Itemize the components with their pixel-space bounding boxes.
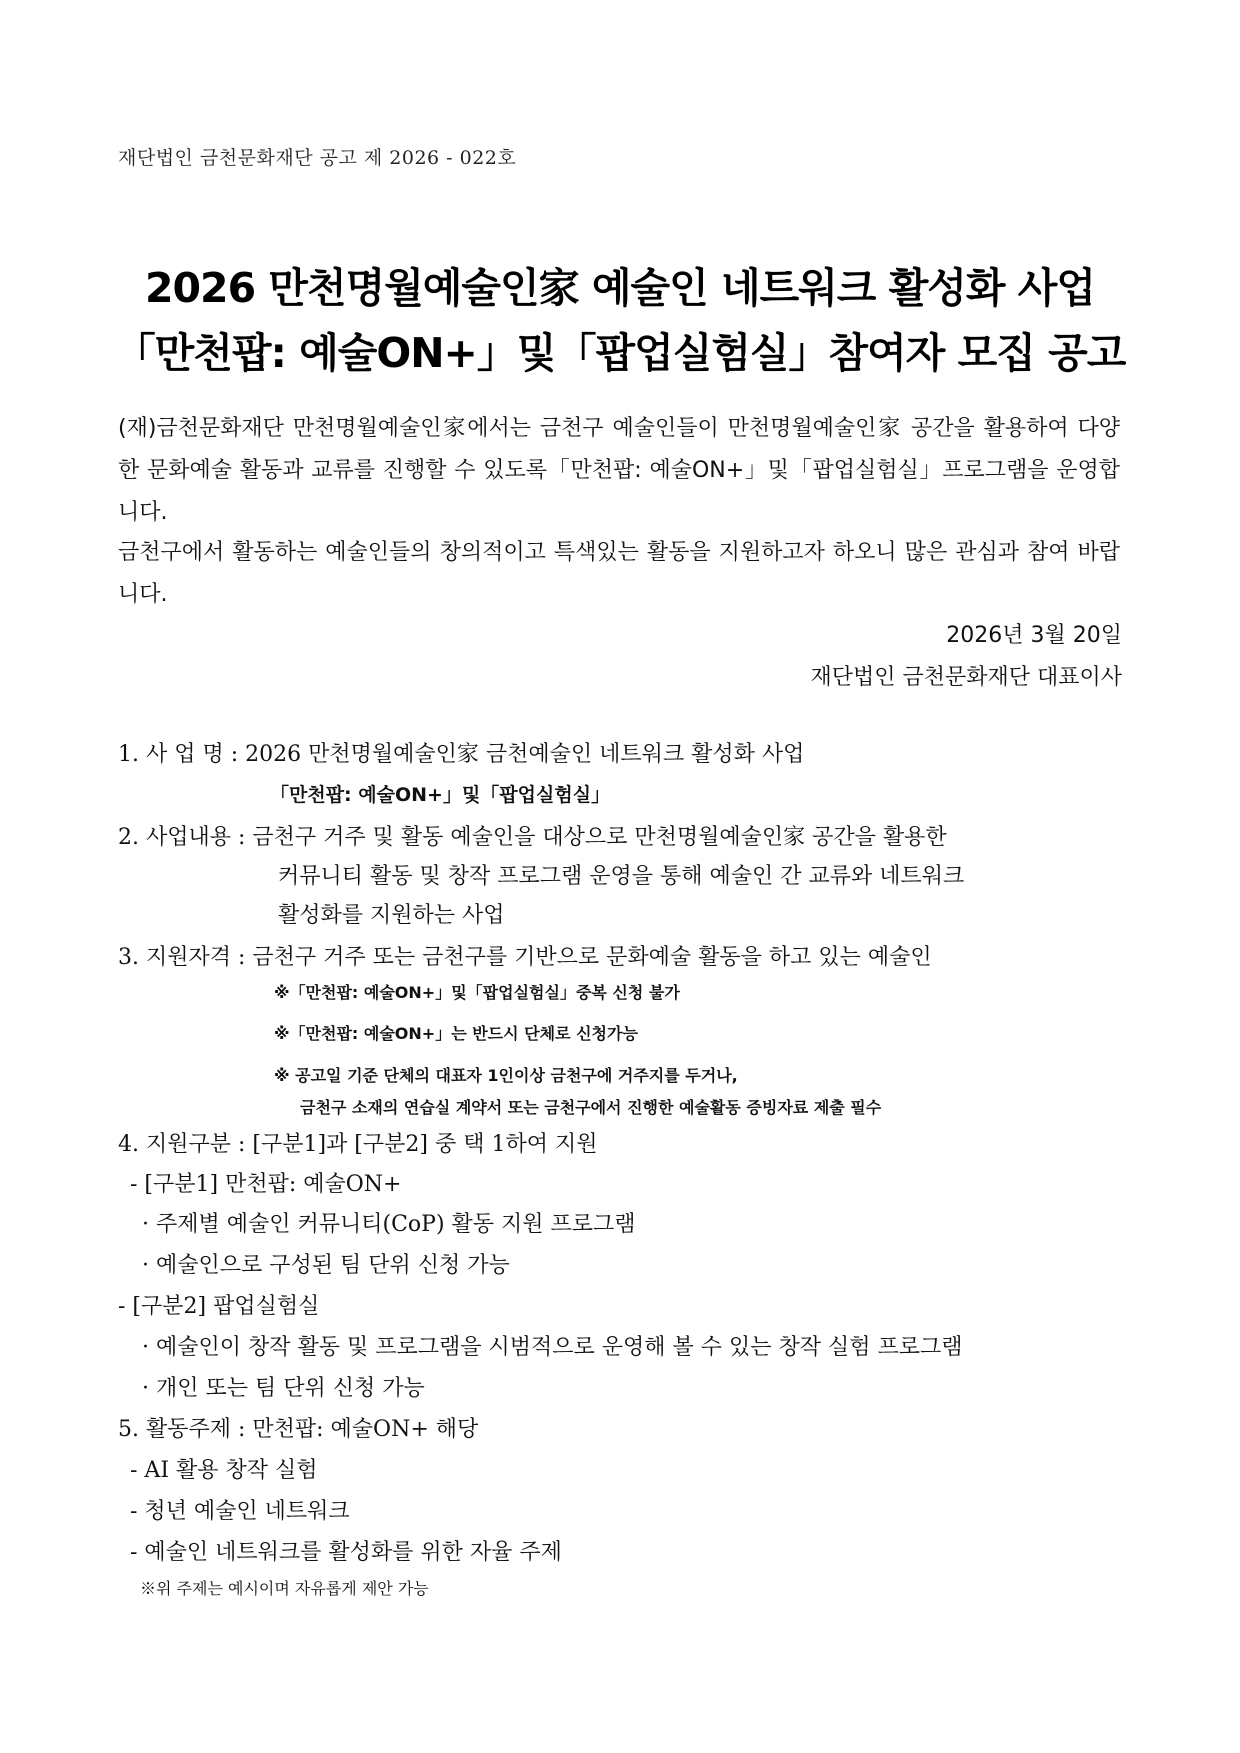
title-line-1: 2026 만천명월예술인家 예술인 네트워크 활성화 사업: [145, 264, 1095, 312]
section-4-category-1: - [구분1] 만천팝: 예술ON+: [130, 1172, 402, 1197]
intro-paragraph-2: [118, 532, 1120, 616]
section-1-line: [118, 737, 804, 768]
section-5-topic-3: - 예술인 네트워크를 활성화를 위한 자율 주제: [130, 1540, 562, 1565]
intro-text-1: (재)금천문화재단 만천명월예술인家에서는 금천구 예술인들이 만천명월예술인家 공간을 활용하여 다양한 문화예술 활동과 교류를 진행할 수 있도록「만천팝: 예술ON+」및「팝업실험실」프로그램을 운영합니다.: [118, 416, 1120, 525]
section-5-label: 5. 활동주제 :: [118, 1417, 253, 1442]
section-4-category-1-bullet-2: · 예술인으로 구성된 팀 단위 신청 가능: [142, 1253, 510, 1278]
intro-paragraph-1: [118, 408, 1120, 534]
section-3-line: [118, 940, 932, 971]
section-5-line: [118, 1412, 478, 1443]
section-2-line-1: [118, 820, 947, 851]
section-5-topic-1: - AI 활용 창작 실험: [130, 1458, 318, 1483]
section-1-label: 1. 사 업 명 :: [118, 742, 246, 767]
section-1-text: 2026 만천명월예술인家 금천예술인 네트워크 활성화 사업: [245, 742, 805, 767]
title-line-2: 「만천팝: 예술ON+」및「팝업실험실」참여자 모집 공고: [114, 329, 1126, 377]
section-3-note-3b: 금천구 소재의 연습실 계약서 또는 금천구에서 진행한 예술활동 증빙자료 제출 필수: [300, 1098, 882, 1117]
signer: 재단법인 금천문화재단 대표이사: [810, 665, 1122, 690]
section-3-note-2: ※「만천팝: 예술ON+」는 반드시 단체로 신청가능: [274, 1024, 638, 1043]
announcement-number: 재단법인 금천문화재단 공고 제 2026 - 022호: [118, 147, 517, 169]
section-2-label: 2. 사업내용 :: [118, 825, 253, 850]
section-4-line: [118, 1127, 597, 1158]
section-4-category-2-bullet-1: · 예술인이 창작 활동 및 프로그램을 시범적으로 운영해 볼 수 있는 창작 실험 프로그램: [142, 1335, 963, 1360]
section-3-note-3a: ※ 공고일 기준 단체의 대표자 1인이상 금천구에 거주지를 두거나,: [274, 1066, 738, 1085]
section-2-text-2: 커뮤니티 활동 및 창작 프로그램 운영을 통해 예술인 간 교류와 네트워크: [278, 864, 965, 889]
intro-text-2: 금천구에서 활동하는 예술인들의 창의적이고 특색있는 활동을 지원하고자 하오니 많은 관심과 참여 바랍니다.: [118, 540, 1120, 607]
section-5-topic-2: - 청년 예술인 네트워크: [130, 1499, 350, 1524]
section-3-note-1: ※「만천팝: 예술ON+」및「팝업실험실」중복 신청 불가: [274, 983, 680, 1002]
section-2-text-1: 금천구 거주 및 활동 예술인을 대상으로 만천명월예술인家 공간을 활용한: [252, 825, 947, 850]
section-5-note: ※위 주제는 예시이며 자유롭게 제안 가능: [140, 1579, 429, 1598]
section-4-category-1-bullet-1: · 주제별 예술인 커뮤니티(CoP) 활동 지원 프로그램: [142, 1212, 636, 1237]
section-2-text-3: 활성화를 지원하는 사업: [278, 903, 505, 928]
section-1-subtitle: 「만천팝: 예술ON+」및「팝업실험실」: [270, 784, 611, 806]
section-4-text: [구분1]과 [구분2] 중 택 1하여 지원: [252, 1132, 598, 1157]
section-4-category-2: - [구분2] 팝업실험실: [118, 1294, 320, 1319]
section-4-label: 4. 지원구분 :: [118, 1132, 253, 1157]
section-4-category-2-bullet-2: · 개인 또는 팀 단위 신청 가능: [142, 1376, 425, 1401]
section-3-text: 금천구 거주 또는 금천구를 기반으로 문화예술 활동을 하고 있는 예술인: [252, 945, 932, 970]
announcement-date: 2026년 3월 20일: [946, 623, 1122, 648]
section-5-text: 만천팝: 예술ON+ 해당: [252, 1417, 479, 1442]
section-3-label: 3. 지원자격 :: [118, 945, 253, 970]
